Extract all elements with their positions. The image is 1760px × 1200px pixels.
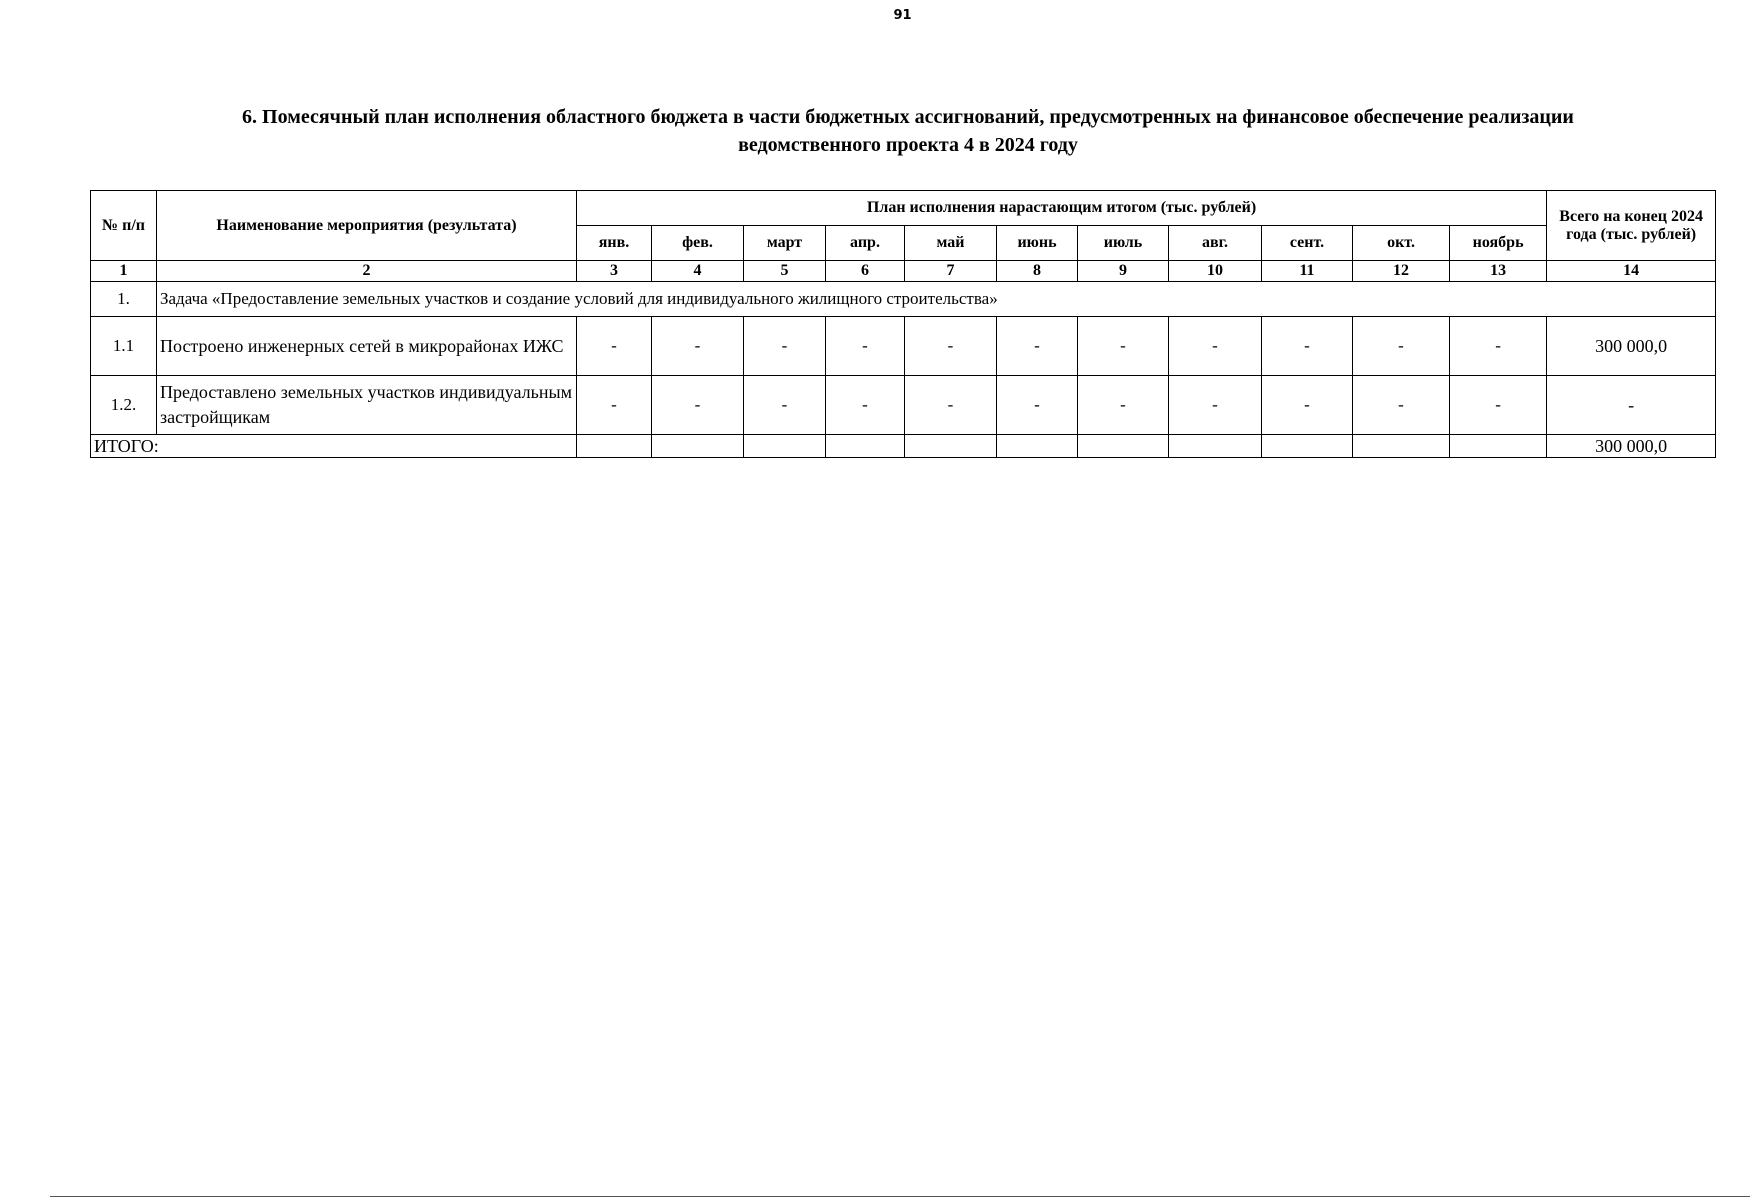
document-title [128,103,1688,159]
column-number: 6 [826,261,905,282]
header-month: ноябрь [1450,226,1547,261]
empty-cell [1450,435,1547,458]
header-month: окт. [1353,226,1450,261]
month-value: - [577,317,652,376]
month-value: - [577,376,652,435]
column-number: 13 [1450,261,1547,282]
column-numbers-row [91,261,1716,282]
column-number: 7 [905,261,997,282]
task-number: 1. [91,282,157,317]
empty-cell [1078,435,1169,458]
task-text: Задача «Предоставление земельных участков и создание условий для индивидуального жилищного строительства» [157,282,1716,317]
header-total: Всего на конец 2024 года (тыс. рублей) [1547,191,1716,261]
month-value: - [905,317,997,376]
header-month: апр. [826,226,905,261]
column-number: 11 [1262,261,1353,282]
footer-rule [50,1196,1750,1197]
empty-cell [577,435,652,458]
header-month: март [744,226,826,261]
column-number: 2 [157,261,577,282]
empty-cell [826,435,905,458]
month-value: - [905,376,997,435]
title-line-1: 6. Помесячный план исполнения областного бюджета в части бюджетных ассигнований, предусмотренных на финансовое обеспечение реализации [242,106,1574,128]
row-total: - [1547,376,1716,435]
month-value: - [652,317,744,376]
header-month: июль [1078,226,1169,261]
empty-cell [744,435,826,458]
empty-cell [1262,435,1353,458]
empty-cell [1353,435,1450,458]
month-value: - [1353,317,1450,376]
row-number: 1.1 [91,317,157,376]
header-month: янв. [577,226,652,261]
header-num: № п/п [91,191,157,261]
row-total: 300 000,0 [1547,317,1716,376]
column-number: 10 [1169,261,1262,282]
header-name: Наименование мероприятия (результата) [157,191,577,261]
header-plan-group: План исполнения нарастающим итогом (тыс. рублей) [577,191,1547,226]
empty-cell [1169,435,1262,458]
itogo-row [91,435,1716,458]
row-number: 1.2. [91,376,157,435]
header-month: сент. [1262,226,1353,261]
table-row [91,376,1716,435]
header-month: май [905,226,997,261]
column-number: 14 [1547,261,1716,282]
title-line-2: ведомственного проекта 4 в 2024 году [738,134,1078,156]
month-value: - [997,317,1078,376]
budget-plan-table [90,190,1716,458]
empty-cell [652,435,744,458]
column-number: 5 [744,261,826,282]
month-value: - [1450,376,1547,435]
header-month: фев. [652,226,744,261]
month-value: - [1450,317,1547,376]
empty-cell [905,435,997,458]
month-value: - [652,376,744,435]
itogo-label: ИТОГО: [91,435,577,458]
month-value: - [826,317,905,376]
month-value: - [1078,376,1169,435]
task-row [91,282,1716,317]
row-name: Построено инженерных сетей в микрорайонах ИЖС [157,317,577,376]
header-month: июнь [997,226,1078,261]
month-value: - [826,376,905,435]
month-value: - [744,376,826,435]
month-value: - [1169,376,1262,435]
month-value: - [1262,376,1353,435]
row-name: Предоставлено земельных участков индивидуальным застройщикам [157,376,577,435]
table-row [91,317,1716,376]
column-number: 8 [997,261,1078,282]
month-value: - [1078,317,1169,376]
month-value: - [1262,317,1353,376]
column-number: 9 [1078,261,1169,282]
page-number: 91 [893,8,912,23]
column-number: 3 [577,261,652,282]
column-number: 12 [1353,261,1450,282]
column-number: 1 [91,261,157,282]
month-value: - [1169,317,1262,376]
itogo-total: 300 000,0 [1547,435,1716,458]
month-value: - [744,317,826,376]
header-month: авг. [1169,226,1262,261]
month-value: - [997,376,1078,435]
empty-cell [997,435,1078,458]
month-value: - [1353,376,1450,435]
column-number: 4 [652,261,744,282]
